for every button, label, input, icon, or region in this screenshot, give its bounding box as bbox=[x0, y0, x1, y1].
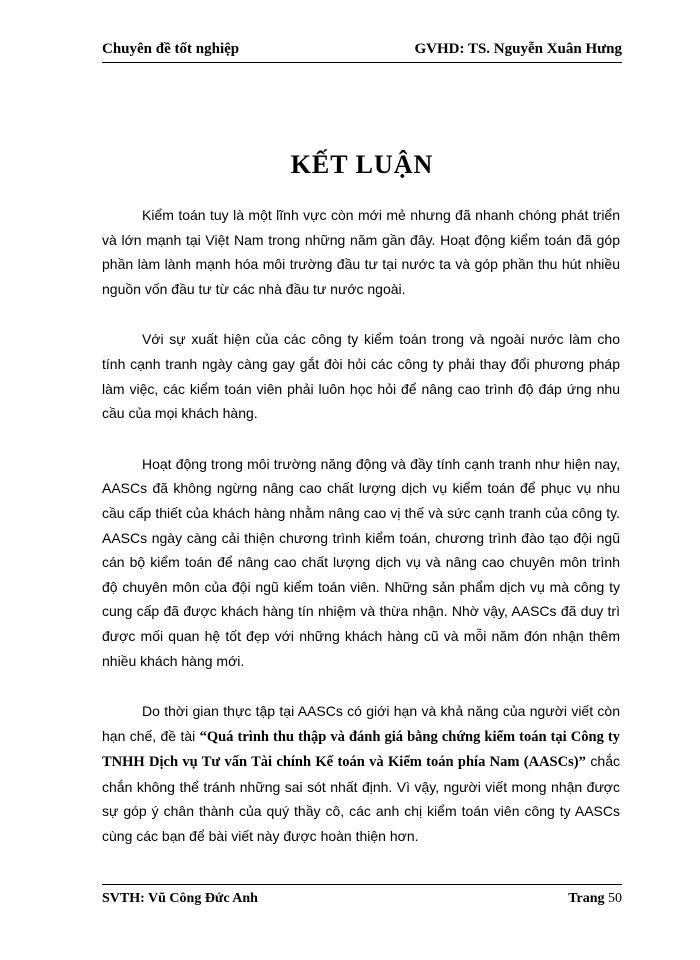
paragraph-4 bbox=[102, 699, 620, 849]
page-number: 50 bbox=[608, 891, 622, 906]
header-advisor: GVHD: TS. Nguyễn Xuân Hưng bbox=[414, 41, 622, 57]
paragraph-1: Kiểm toán tuy là một lĩnh vực còn mới mẻ nhưng đã nhanh chóng phát triển và lớn mạnh tại Việt Nam trong những năm gần đây. Hoạt động kiểm toán đã góp phần làm lành mạnh hóa môi trường đầu tư tại nước ta và góp phần thu hút nhiều nguồn vốn đầu tư từ các nhà đầu tư nước ngoài. bbox=[102, 207, 620, 297]
paragraph-4-conclusion: chắc chắn không thể tránh những sai sót nhất định. Vì vậy, người viết mong nhận được sự góp ý chân thành của quý thầy cô, các anh chị kiểm toán viên công ty AASCs cùng các bạn để bài viết này được hoàn thiện hơn. bbox=[102, 753, 621, 845]
page-footer bbox=[102, 884, 622, 913]
header-thesis-label: Chuyên đề tốt nghiệp bbox=[102, 41, 240, 57]
thesis-topic-title: “Quá trình thu thập và đánh giá bằng chứng kiểm toán tại Công ty TNHH Dịch vụ Tư vấn Tài chính Kế toán và Kiểm toán phía Nam (AASCs)” bbox=[102, 728, 620, 771]
footer-page bbox=[568, 891, 622, 907]
paragraph-4-intro: Do thời gian thực tập tại AASCs có giới hạn và khả năng của người viết còn hạn chế, đề tài bbox=[102, 703, 620, 744]
page-header bbox=[102, 38, 622, 63]
paragraph-2: Với sự xuất hiện của các công ty kiểm toán trong và ngoài nước làm cho tính cạnh tranh ngày càng gay gắt đòi hỏi các công ty phải thay đổi phương pháp làm việc, các kiểm toán viên phải luôn học hỏi để nâng cao trình độ đáp ứng nhu cầu của mọi khách hàng. bbox=[102, 331, 620, 422]
footer-student: SVTH: Vũ Công Đức Anh bbox=[102, 891, 258, 906]
page-title: KẾT LUẬN bbox=[290, 150, 434, 179]
document-body bbox=[102, 203, 620, 849]
paragraph-3: Hoạt động trong môi trường năng động và đầy tính cạnh tranh như hiện nay, AASCs đã không ngừng nâng cao chất lượng dịch vụ kiểm toán để phục vụ nhu cầu cấp thiết của khách hàng nhằm nâng cao vị thế và sức cạnh tranh của công ty. AASCs ngày càng cải thiện chương trình kiểm toán, chương trình đào tạo đội ngũ cán bộ kiểm toán để nâng cao chất lượng dịch vụ và nâng cao chuyên môn trình độ chuyên môn của đội ngũ kiểm toán viên. Những sản phẩm dịch vụ mà công ty cung cấp đã được khách hàng tín nhiệm và thừa nhận. Nhờ vậy, AASCs đã duy trì được mối quan hệ tốt đẹp với những khách hàng cũ và mỗi năm đón nhận thêm nhiều khách hàng mới. bbox=[102, 455, 620, 669]
page-label: Trang bbox=[568, 891, 605, 906]
